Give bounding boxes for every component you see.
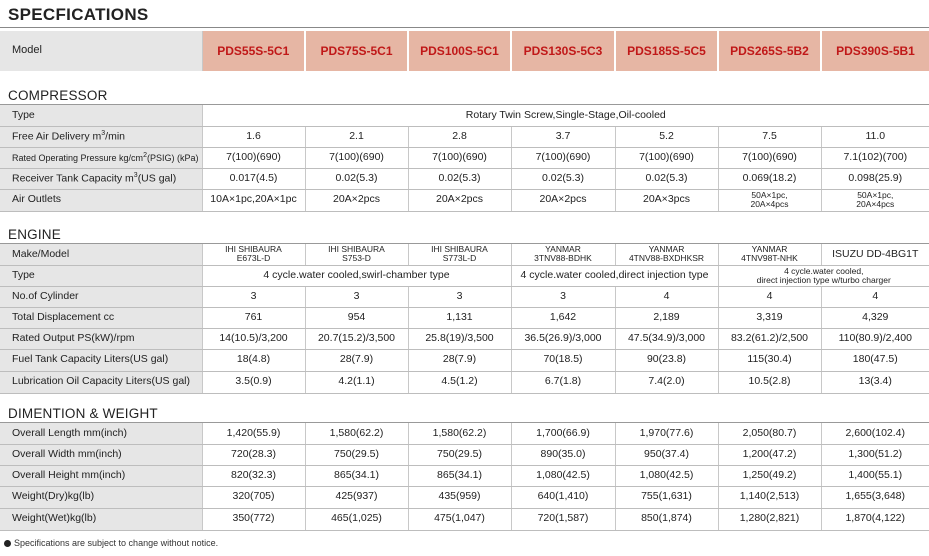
engine-table: [0, 244, 929, 394]
table-cell: 2.8: [408, 126, 511, 147]
table-row: [0, 307, 929, 328]
table-cell: 954: [305, 307, 408, 328]
table-row: [0, 244, 929, 265]
fad-unit: /min: [105, 130, 126, 143]
table-cell: 6.7(1.8): [511, 371, 615, 393]
table-cell: 7(100)(690): [202, 147, 305, 168]
table-cell: 435(959): [408, 486, 511, 508]
table-cell: 2,050(80.7): [718, 423, 821, 444]
row-label: Weight(Wet)kg(lb): [0, 508, 202, 530]
table-cell: [821, 189, 929, 211]
model-label: Model: [0, 31, 202, 71]
row-label: Air Outlets: [0, 189, 202, 211]
table-cell: 1,200(47.2): [718, 444, 821, 465]
cell-line: direct injection type w/turbo charger: [756, 274, 891, 285]
row-label: Weight(Dry)kg(lb): [0, 486, 202, 508]
table-cell: 755(1,631): [615, 486, 718, 508]
table-cell: 7.4(2.0): [615, 371, 718, 393]
table-cell: 180(47.5): [821, 349, 929, 371]
model-name: PDS185S-5C5: [615, 31, 718, 71]
page-title: SPECFICATIONS: [8, 5, 149, 24]
table-cell: 890(35.0): [511, 444, 615, 465]
row-label: Overall Width mm(inch): [0, 444, 202, 465]
engine-type-swirl: 4 cycle.water cooled,swirl-chamber type: [202, 265, 511, 286]
table-cell: 20A×3pcs: [615, 189, 718, 211]
table-row: [0, 371, 929, 393]
row-label: Type: [0, 105, 202, 126]
table-row: [0, 286, 929, 307]
table-cell: 3,319: [718, 307, 821, 328]
table-cell: 10.5(2.8): [718, 371, 821, 393]
table-cell: 7.5: [718, 126, 821, 147]
table-cell: 13(3.4): [821, 371, 929, 393]
table-cell: 3.7: [511, 126, 615, 147]
fad-label: Free Air Delivery m: [12, 130, 102, 143]
table-row: [0, 126, 929, 147]
table-row: [0, 465, 929, 486]
row-label: Type: [0, 265, 202, 286]
table-cell: 750(29.5): [408, 444, 511, 465]
table-cell: 7(100)(690): [408, 147, 511, 168]
table-cell: 7(100)(690): [305, 147, 408, 168]
table-cell: 20A×2pcs: [305, 189, 408, 211]
table-row: [0, 189, 929, 211]
table-cell: [718, 189, 821, 211]
cell-line: IHI SHIBAURA: [328, 244, 385, 255]
table-cell: 3: [202, 286, 305, 307]
table-cell: [408, 244, 511, 265]
row-label: [0, 126, 202, 147]
table-cell: 3.5(0.9): [202, 371, 305, 393]
table-cell: 865(34.1): [305, 465, 408, 486]
table-cell: 1,580(62.2): [408, 423, 511, 444]
table-cell: 475(1,047): [408, 508, 511, 530]
model-table: [0, 31, 929, 71]
model-name: PDS100S-5C1: [408, 31, 511, 71]
table-cell: 1,970(77.6): [615, 423, 718, 444]
table-cell: 2,189: [615, 307, 718, 328]
row-label: Lubrication Oil Capacity Liters(US gal): [0, 371, 202, 393]
row-label: No.of Cylinder: [0, 286, 202, 307]
table-cell: 47.5(34.9)/3,000: [615, 328, 718, 349]
cell-line: 4TNV88-BXDHKSR: [628, 253, 705, 264]
table-cell: 950(37.4): [615, 444, 718, 465]
table-cell: 1,300(51.2): [821, 444, 929, 465]
row-label: Rated Output PS(kW)/rpm: [0, 328, 202, 349]
cell-line: S753-D: [342, 253, 371, 264]
footnote-text: Specifications are subject to change without notice.: [14, 538, 219, 548]
row-label: Fuel Tank Capacity Liters(US gal): [0, 349, 202, 371]
table-cell: [511, 244, 615, 265]
table-cell: 20A×2pcs: [408, 189, 511, 211]
table-cell: 36.5(26.9)/3,000: [511, 328, 615, 349]
table-cell: 1,131: [408, 307, 511, 328]
table-cell: 7(100)(690): [511, 147, 615, 168]
table-cell: 820(32.3): [202, 465, 305, 486]
table-cell: 3: [408, 286, 511, 307]
table-cell: 1,655(3,648): [821, 486, 929, 508]
cell-line: 4 cycle.water cooled,: [784, 265, 864, 276]
compressor-heading: COMPRESSOR: [8, 88, 108, 103]
table-cell: 850(1,874): [615, 508, 718, 530]
table-cell: [718, 244, 821, 265]
table-cell: 28(7.9): [408, 349, 511, 371]
cell-line: IHI SHIBAURA: [431, 244, 488, 255]
table-cell: 7(100)(690): [615, 147, 718, 168]
table-cell: 4.5(1.2): [408, 371, 511, 393]
table-cell: 1,870(4,122): [821, 508, 929, 530]
table-cell: 0.069(18.2): [718, 168, 821, 189]
table-cell: 720(28.3): [202, 444, 305, 465]
tank-sup: 3: [133, 172, 138, 180]
model-name: PDS265S-5B2: [718, 31, 821, 71]
table-row: [0, 265, 929, 286]
cell-line: 20A×4pcs: [856, 199, 895, 209]
table-cell: 1,080(42.5): [615, 465, 718, 486]
pressure-label: Rated Operating Pressure kg/cm: [12, 152, 144, 163]
table-cell: 25.8(19)/3,500: [408, 328, 511, 349]
table-cell: 750(29.5): [305, 444, 408, 465]
table-cell: [305, 244, 408, 265]
table-cell: 1,400(55.1): [821, 465, 929, 486]
table-cell: 0.02(5.3): [408, 168, 511, 189]
table-cell: 14(10.5)/3,200: [202, 328, 305, 349]
cell-line: 4TNV98T-NHK: [741, 253, 798, 264]
table-cell: 0.02(5.3): [615, 168, 718, 189]
table-cell: 0.02(5.3): [511, 168, 615, 189]
table-cell: 1,642: [511, 307, 615, 328]
model-name: PDS130S-5C3: [511, 31, 615, 71]
pressure-unit: (PSIG) (kPa): [146, 152, 199, 163]
table-cell: 10A×1pc,20A×1pc: [202, 189, 305, 211]
table-cell: 70(18.5): [511, 349, 615, 371]
table-cell: 3: [511, 286, 615, 307]
table-cell: 1,280(2,821): [718, 508, 821, 530]
row-label: Make/Model: [0, 244, 202, 265]
table-row: [0, 105, 929, 126]
table-cell: ISUZU DD-4BG1T: [821, 244, 929, 265]
table-cell: 5.2: [615, 126, 718, 147]
table-cell: 11.0: [821, 126, 929, 147]
row-label: Total Displacement cc: [0, 307, 202, 328]
row-label: Overall Length mm(inch): [0, 423, 202, 444]
table-cell: 4: [718, 286, 821, 307]
pressure-sup: 2: [143, 151, 147, 159]
tank-unit: (US gal): [137, 172, 177, 185]
table-cell: 640(1,410): [511, 486, 615, 508]
table-cell: 3: [305, 286, 408, 307]
table-cell: 28(7.9): [305, 349, 408, 371]
table-cell: 1,580(62.2): [305, 423, 408, 444]
table-cell: 1,420(55.9): [202, 423, 305, 444]
table-cell: 2.1: [305, 126, 408, 147]
model-name: PDS55S-5C1: [202, 31, 305, 71]
table-cell: 320(705): [202, 486, 305, 508]
table-cell: [615, 244, 718, 265]
table-cell: 4.2(1.1): [305, 371, 408, 393]
table-row: [0, 444, 929, 465]
model-name: PDS390S-5B1: [821, 31, 929, 71]
cell-line: YANMAR: [545, 244, 581, 255]
table-cell: 90(23.8): [615, 349, 718, 371]
table-cell: 110(80.9)/2,400: [821, 328, 929, 349]
cell-line: 50A×1pc,: [857, 190, 894, 201]
cell-line: YANMAR: [648, 244, 685, 255]
engine-type-direct: 4 cycle.water cooled,direct injection type: [511, 265, 718, 286]
cell-line: YANMAR: [751, 244, 788, 255]
table-row: [0, 328, 929, 349]
table-cell: 20A×2pcs: [511, 189, 615, 211]
table-cell: 865(34.1): [408, 465, 511, 486]
table-cell: 7(100)(690): [718, 147, 821, 168]
table-cell: 0.017(4.5): [202, 168, 305, 189]
compressor-type-value: Rotary Twin Screw,Single-Stage,Oil-cooled: [202, 105, 929, 126]
bullet-icon: [4, 540, 11, 547]
title-divider: [0, 27, 929, 28]
table-cell: 115(30.4): [718, 349, 821, 371]
table-cell: 761: [202, 307, 305, 328]
cell-line: 3TNV88-BDHK: [534, 253, 592, 264]
table-cell: 7.1(102)(700): [821, 147, 929, 168]
table-cell: 18(4.8): [202, 349, 305, 371]
cell-line: IHI SHIBAURA: [225, 244, 282, 255]
row-label: Overall Height mm(inch): [0, 465, 202, 486]
table-cell: 720(1,587): [511, 508, 615, 530]
row-label: [0, 147, 202, 168]
table-cell: 1,250(49.2): [718, 465, 821, 486]
tank-label: Receiver Tank Capacity m: [12, 172, 134, 185]
table-cell: 20.7(15.2)/3,500: [305, 328, 408, 349]
table-row: [0, 508, 929, 530]
table-cell: 1,140(2,513): [718, 486, 821, 508]
table-cell: 4: [615, 286, 718, 307]
table-cell: 4,329: [821, 307, 929, 328]
fad-sup: 3: [101, 130, 106, 138]
cell-line: 50A×1pc,: [751, 190, 788, 201]
dimension-table: [0, 423, 929, 531]
cell-line: E673L-D: [236, 253, 271, 264]
engine-type-turbo: [718, 265, 929, 286]
table-cell: 350(772): [202, 508, 305, 530]
table-cell: 83.2(61.2)/2,500: [718, 328, 821, 349]
table-cell: 1,700(66.9): [511, 423, 615, 444]
table-row: [0, 423, 929, 444]
table-cell: 0.02(5.3): [305, 168, 408, 189]
cell-line: 20A×4pcs: [750, 199, 789, 209]
table-cell: 4: [821, 286, 929, 307]
dimension-heading: DIMENTION & WEIGHT: [8, 406, 158, 421]
table-row: [0, 168, 929, 189]
table-cell: 0.098(25.9): [821, 168, 929, 189]
footnote: [4, 538, 218, 548]
table-row: [0, 349, 929, 371]
engine-heading: ENGINE: [8, 227, 61, 242]
table-cell: 1,080(42.5): [511, 465, 615, 486]
table-cell: 465(1,025): [305, 508, 408, 530]
table-cell: 425(937): [305, 486, 408, 508]
cell-line: S773L-D: [442, 253, 477, 264]
table-row: [0, 147, 929, 168]
model-name: PDS75S-5C1: [305, 31, 408, 71]
compressor-table: [0, 105, 929, 212]
row-label: [0, 168, 202, 189]
table-cell: 1.6: [202, 126, 305, 147]
table-row: [0, 486, 929, 508]
table-cell: 2,600(102.4): [821, 423, 929, 444]
table-cell: [202, 244, 305, 265]
